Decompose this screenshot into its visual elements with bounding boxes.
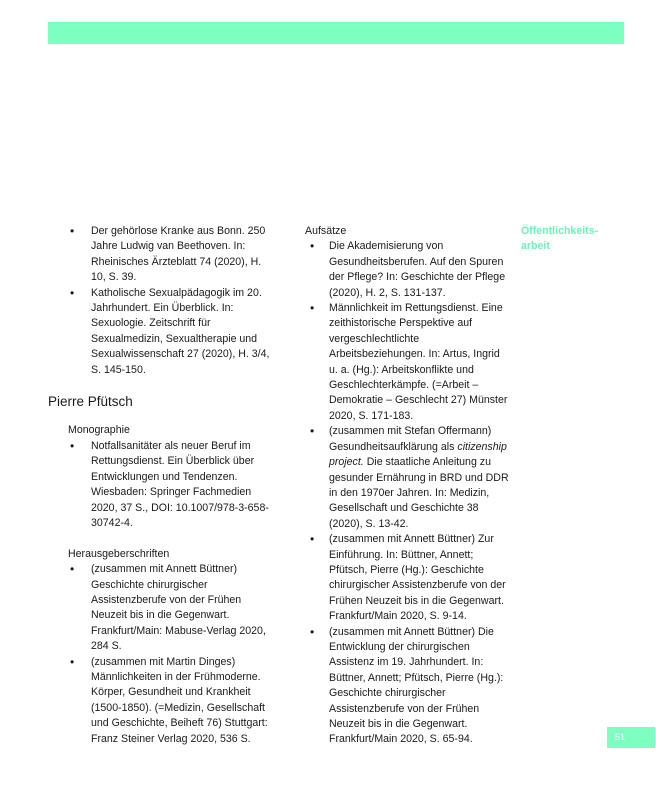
list-item: • (zusammen mit Annett Büttner) Geschichte chirurgischer Assistenzberufe von der Frühen Neuzeit bis in die Gegenwart. Frankfurt/Main: Mabuse-Verlag 2020, 284 S. bbox=[67, 562, 276, 654]
item-text: Die staatliche Anleitung zu gesunder Ernährung in BRD und DDR in den 1970er Jahren. In: Medizin, Gesellschaft und Geschichte 38 (2020), S. 13-42. bbox=[329, 456, 509, 530]
section-label-line: Öffentlichkeits- bbox=[521, 225, 599, 237]
header-accent-bar bbox=[48, 22, 624, 44]
list-item: • Die Akademisierung von Gesundheitsberufen. Auf den Spuren der Pflege? In: Geschichte der Pflege (2020), H. 2, S. 131-137. bbox=[305, 239, 511, 301]
herausgeber-list bbox=[67, 562, 276, 747]
list-item: • Notfallsanitäter als neuer Beruf im Rettungsdienst. Ein Überblick über Entwicklungen und Tendenzen. Wiesbaden: Springer Fachmedien 2020, 37 S., DOI: 10.1007/978-3-658-30742-4. bbox=[67, 439, 276, 531]
list-item: • Der gehörlose Kranke aus Bonn. 250 Jahre Ludwig van Beethoven. In: Rheinisches Ärzteblatt 74 (2020), H. 10, S. 39. bbox=[67, 224, 276, 286]
monographie-label: Monographie bbox=[68, 424, 130, 437]
person-heading: Pierre Pfütsch bbox=[48, 394, 133, 410]
section-label-line: arbeit bbox=[521, 240, 550, 253]
item-text: (zusammen mit Stefan Offermann) Gesundheitsaufklärung als bbox=[329, 425, 492, 453]
list-item: • Katholische Sexualpädagogik im 20. Jahrhundert. Ein Überblick. In: Sexuologie. Zeitschrift für Sexualmedizin, Sexualtherapie und Sexualwissenschaft 27 (2020), H. 3/4, S. 145-150. bbox=[67, 286, 276, 378]
page-number: 51 bbox=[607, 727, 655, 748]
publication-list-top bbox=[67, 224, 276, 378]
list-item: • (zusammen mit Annett Büttner) Zur Einführung. In: Büttner, Annett; Pfütsch, Pierre (Hg.): Geschichte chirurgischer Assistenzberufe von der Frühen Neuzeit bis in die Gegenwart. Frankfurt/Main 2020, S. 9-14. bbox=[305, 532, 511, 624]
list-item: • (zusammen mit Martin Dinges) Männlichkeiten in der Frühmoderne. Körper, Gesundheit und Krankheit (1500-1850). (=Medizin, Gesellschaft und Geschichte, Beiheft 76) Stuttgart: Franz Steiner Verlag 2020, 536 S. bbox=[67, 655, 276, 747]
item-italic-text: citizenship project. bbox=[329, 440, 507, 469]
aufsaetze-list bbox=[305, 239, 511, 747]
list-item: • Männlichkeit im Rettungsdienst. Eine zeithistorische Perspektive auf vergeschlechtlichte Arbeitsbeziehungen. In: Artus, Ingrid u. a. (Hg.): Arbeitskonflikte und Geschlechterkämpfe. (=Arbeit – Demokratie – Geschlecht 27) Münster 2020, S. 171-183. bbox=[305, 301, 511, 424]
herausgeber-label: Herausgeberschriften bbox=[68, 547, 170, 560]
list-item bbox=[305, 424, 511, 532]
list-item: • (zusammen mit Annett Büttner) Die Entwicklung der chirurgischen Assistenz im 19. Jahrhundert. In: Büttner, Annett; Pfütsch, Pierre (Hg.): Geschichte chirurgischer Assistenzberufe von der Frühen Neuzeit bis in die Gegenwart. Frankfurt/Main 2020, S. 65-94. bbox=[305, 625, 511, 748]
aufsaetze-label: Aufsätze bbox=[305, 225, 347, 237]
right-column bbox=[305, 224, 511, 748]
left-column bbox=[48, 224, 276, 747]
monographie-list bbox=[67, 439, 276, 531]
section-label bbox=[521, 224, 621, 255]
